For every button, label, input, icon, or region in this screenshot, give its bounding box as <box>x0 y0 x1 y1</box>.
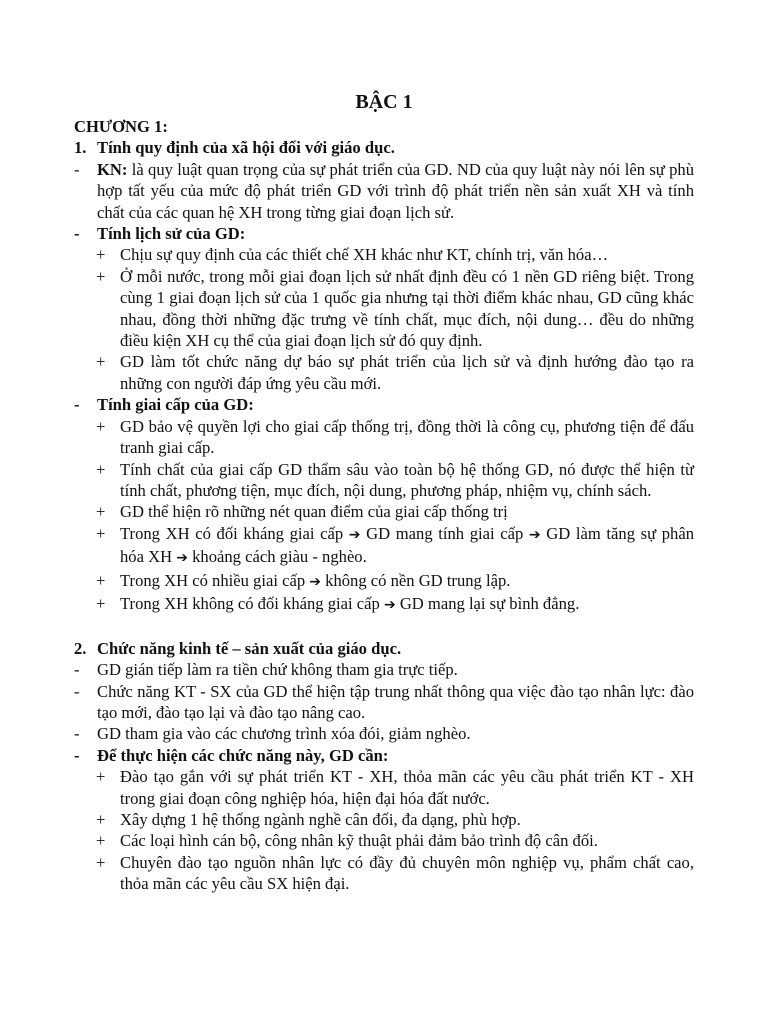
history-heading <box>74 223 694 244</box>
page-title: BẬC 1 <box>355 91 413 113</box>
section-title: Chức năng kinh tế – sản xuất của giáo dục. <box>97 638 402 658</box>
requirement-heading <box>74 745 694 766</box>
list-item <box>74 852 694 895</box>
list-item-text: GD mang tính giai cấp <box>360 523 529 543</box>
list-item <box>74 266 694 352</box>
dash-bullet: - <box>74 681 80 701</box>
list-item-text: GD tham gia vào các chương trình xóa đói, giảm nghèo. <box>97 724 471 744</box>
arrow-icon: ➔ <box>309 573 321 590</box>
list-item <box>74 459 694 502</box>
list-item <box>74 416 694 459</box>
plus-bullet: + <box>96 459 106 479</box>
list-item-text: Chức năng KT - SX của GD thể hiện tập trung nhất thông qua việc đào tạo nhân lực: đào tạo mới, đào tạo lại và đào tạo nâng cao. <box>97 681 694 722</box>
dash-bullet: - <box>74 224 80 244</box>
plus-bullet: + <box>96 831 106 851</box>
arrow-icon: ➔ <box>383 596 396 613</box>
list-item <box>74 723 694 744</box>
section-number: 1. <box>74 138 87 158</box>
list-item-text: Tính chất của giai cấp GD thẩm sâu vào toàn bộ hệ thống GD, nó được thể hiện từ tính chất, phương tiện, mục đích, nội dung, phương pháp, nhiệm vụ, chính sách. <box>120 459 694 500</box>
section-2-heading <box>74 638 694 659</box>
definition-text: là quy luật quan trọng của sự phát triển của GD. ND của quy luật này nói lên sự phù hợp tất yếu của mức độ phát triển GD với trình độ phát triển nền sản xuất XH và tính chất của các quan hệ XH trong từng giai đoạn lịch sử. <box>97 159 694 222</box>
plus-bullet: + <box>96 852 106 872</box>
dash-bullet: - <box>74 159 80 179</box>
subheading-text: Tính giai cấp của GD: <box>97 395 254 415</box>
list-item <box>74 523 694 570</box>
list-item-text: GD làm tăng sự phân hóa XH <box>120 523 694 567</box>
list-item-text: không có nền GD trung lập. <box>321 570 511 590</box>
list-item <box>74 593 694 616</box>
list-item <box>74 501 694 522</box>
document-body <box>74 116 694 895</box>
plus-bullet: + <box>96 593 106 613</box>
definition-paragraph <box>74 159 694 223</box>
arrow-icon: ➔ <box>348 526 361 543</box>
dash-bullet: - <box>74 660 80 680</box>
list-item-text: GD mang lại sự bình đẳng. <box>395 593 580 613</box>
list-item-text: GD bảo vệ quyền lợi cho giai cấp thống trị, đồng thời là công cụ, phương tiện để đấu tranh giai cấp. <box>120 416 694 458</box>
plus-bullet: + <box>96 570 106 590</box>
list-item-text: Trong XH không có đối kháng giai cấp <box>120 593 384 613</box>
plus-bullet: + <box>96 809 106 829</box>
chapter-heading: CHƯƠNG 1: <box>74 117 168 136</box>
subheading-text: Tính lịch sử của GD: <box>97 224 246 244</box>
list-item-text: Trong XH có nhiều giai cấp <box>120 570 310 590</box>
subheading-text: Để thực hiện các chức năng này, GD cần: <box>97 745 389 765</box>
list-item-text: Chuyên đào tạo nguồn nhân lực có đầy đủ chuyên môn nghiệp vụ, phẩm chất cao, thỏa mãn các yêu cầu SX hiện đại. <box>120 852 694 894</box>
list-item-text: GD làm tốt chức năng dự báo sự phát triển của lịch sử và định hướng đào tạo ra những con người đáp ứng yêu cầu mới. <box>120 352 694 393</box>
list-item <box>74 681 694 724</box>
paragraph-spacer <box>74 616 694 637</box>
dash-bullet: - <box>74 724 80 744</box>
list-item-text: GD gián tiếp làm ra tiền chứ không tham gia trực tiếp. <box>97 660 458 680</box>
section-title: Tính quy định của xã hội đối với giáo dục. <box>97 138 395 158</box>
dash-bullet: - <box>74 745 80 765</box>
plus-bullet: + <box>96 416 106 436</box>
list-item-text: Chịu sự quy định của các thiết chế XH khác như KT, chính trị, văn hóa… <box>120 245 609 265</box>
list-item-text: Đào tạo gắn với sự phát triển KT - XH, thỏa mãn các yêu cầu phát triển KT - XH trong giai đoạn công nghiệp hóa, hiện đại hóa đất nước. <box>120 767 694 808</box>
list-item <box>74 659 694 680</box>
list-item-text: Ở mỗi nước, trong mỗi giai đoạn lịch sử nhất định đều có 1 nền GD riêng biệt. Trong cùng 1 giai đoạn lịch sử của 1 quốc gia nhưng tại thời điểm khác nhau, GD cũng khác nhau, đồng thời những đặc trưng về tính chất, mục đích, nội dung… đều do những điều kiện XH cụ thể của giai đoạn lịch sử đó quy định. <box>120 266 694 351</box>
list-item <box>74 809 694 830</box>
list-item <box>74 570 694 593</box>
plus-bullet: + <box>96 523 106 543</box>
list-item <box>74 244 694 265</box>
list-item-text: GD thể hiện rõ những nét quan điểm của giai cấp thống trị <box>120 502 508 522</box>
section-1-heading <box>74 137 694 158</box>
plus-bullet: + <box>96 352 106 372</box>
list-item-text: Xây dựng 1 hệ thống ngành nghề cân đối, đa dạng, phù hợp. <box>120 809 521 829</box>
plus-bullet: + <box>96 502 106 522</box>
plus-bullet: + <box>96 266 106 286</box>
arrow-icon: ➔ <box>176 550 188 567</box>
section-number: 2. <box>74 638 87 658</box>
list-item <box>74 830 694 851</box>
definition-label: KN: <box>97 159 128 179</box>
list-item-text: Các loại hình cán bộ, công nhân kỹ thuật phải đảm bảo trình độ cân đối. <box>120 831 598 851</box>
plus-bullet: + <box>96 767 106 787</box>
list-item-text: khoảng cách giàu - nghèo. <box>187 547 367 567</box>
list-item-text: Trong XH có đối kháng giai cấp <box>120 523 349 543</box>
list-item <box>74 351 694 394</box>
arrow-icon: ➔ <box>528 526 541 543</box>
list-item <box>74 766 694 809</box>
plus-bullet: + <box>96 245 106 265</box>
dash-bullet: - <box>74 395 80 415</box>
class-heading <box>74 394 694 415</box>
